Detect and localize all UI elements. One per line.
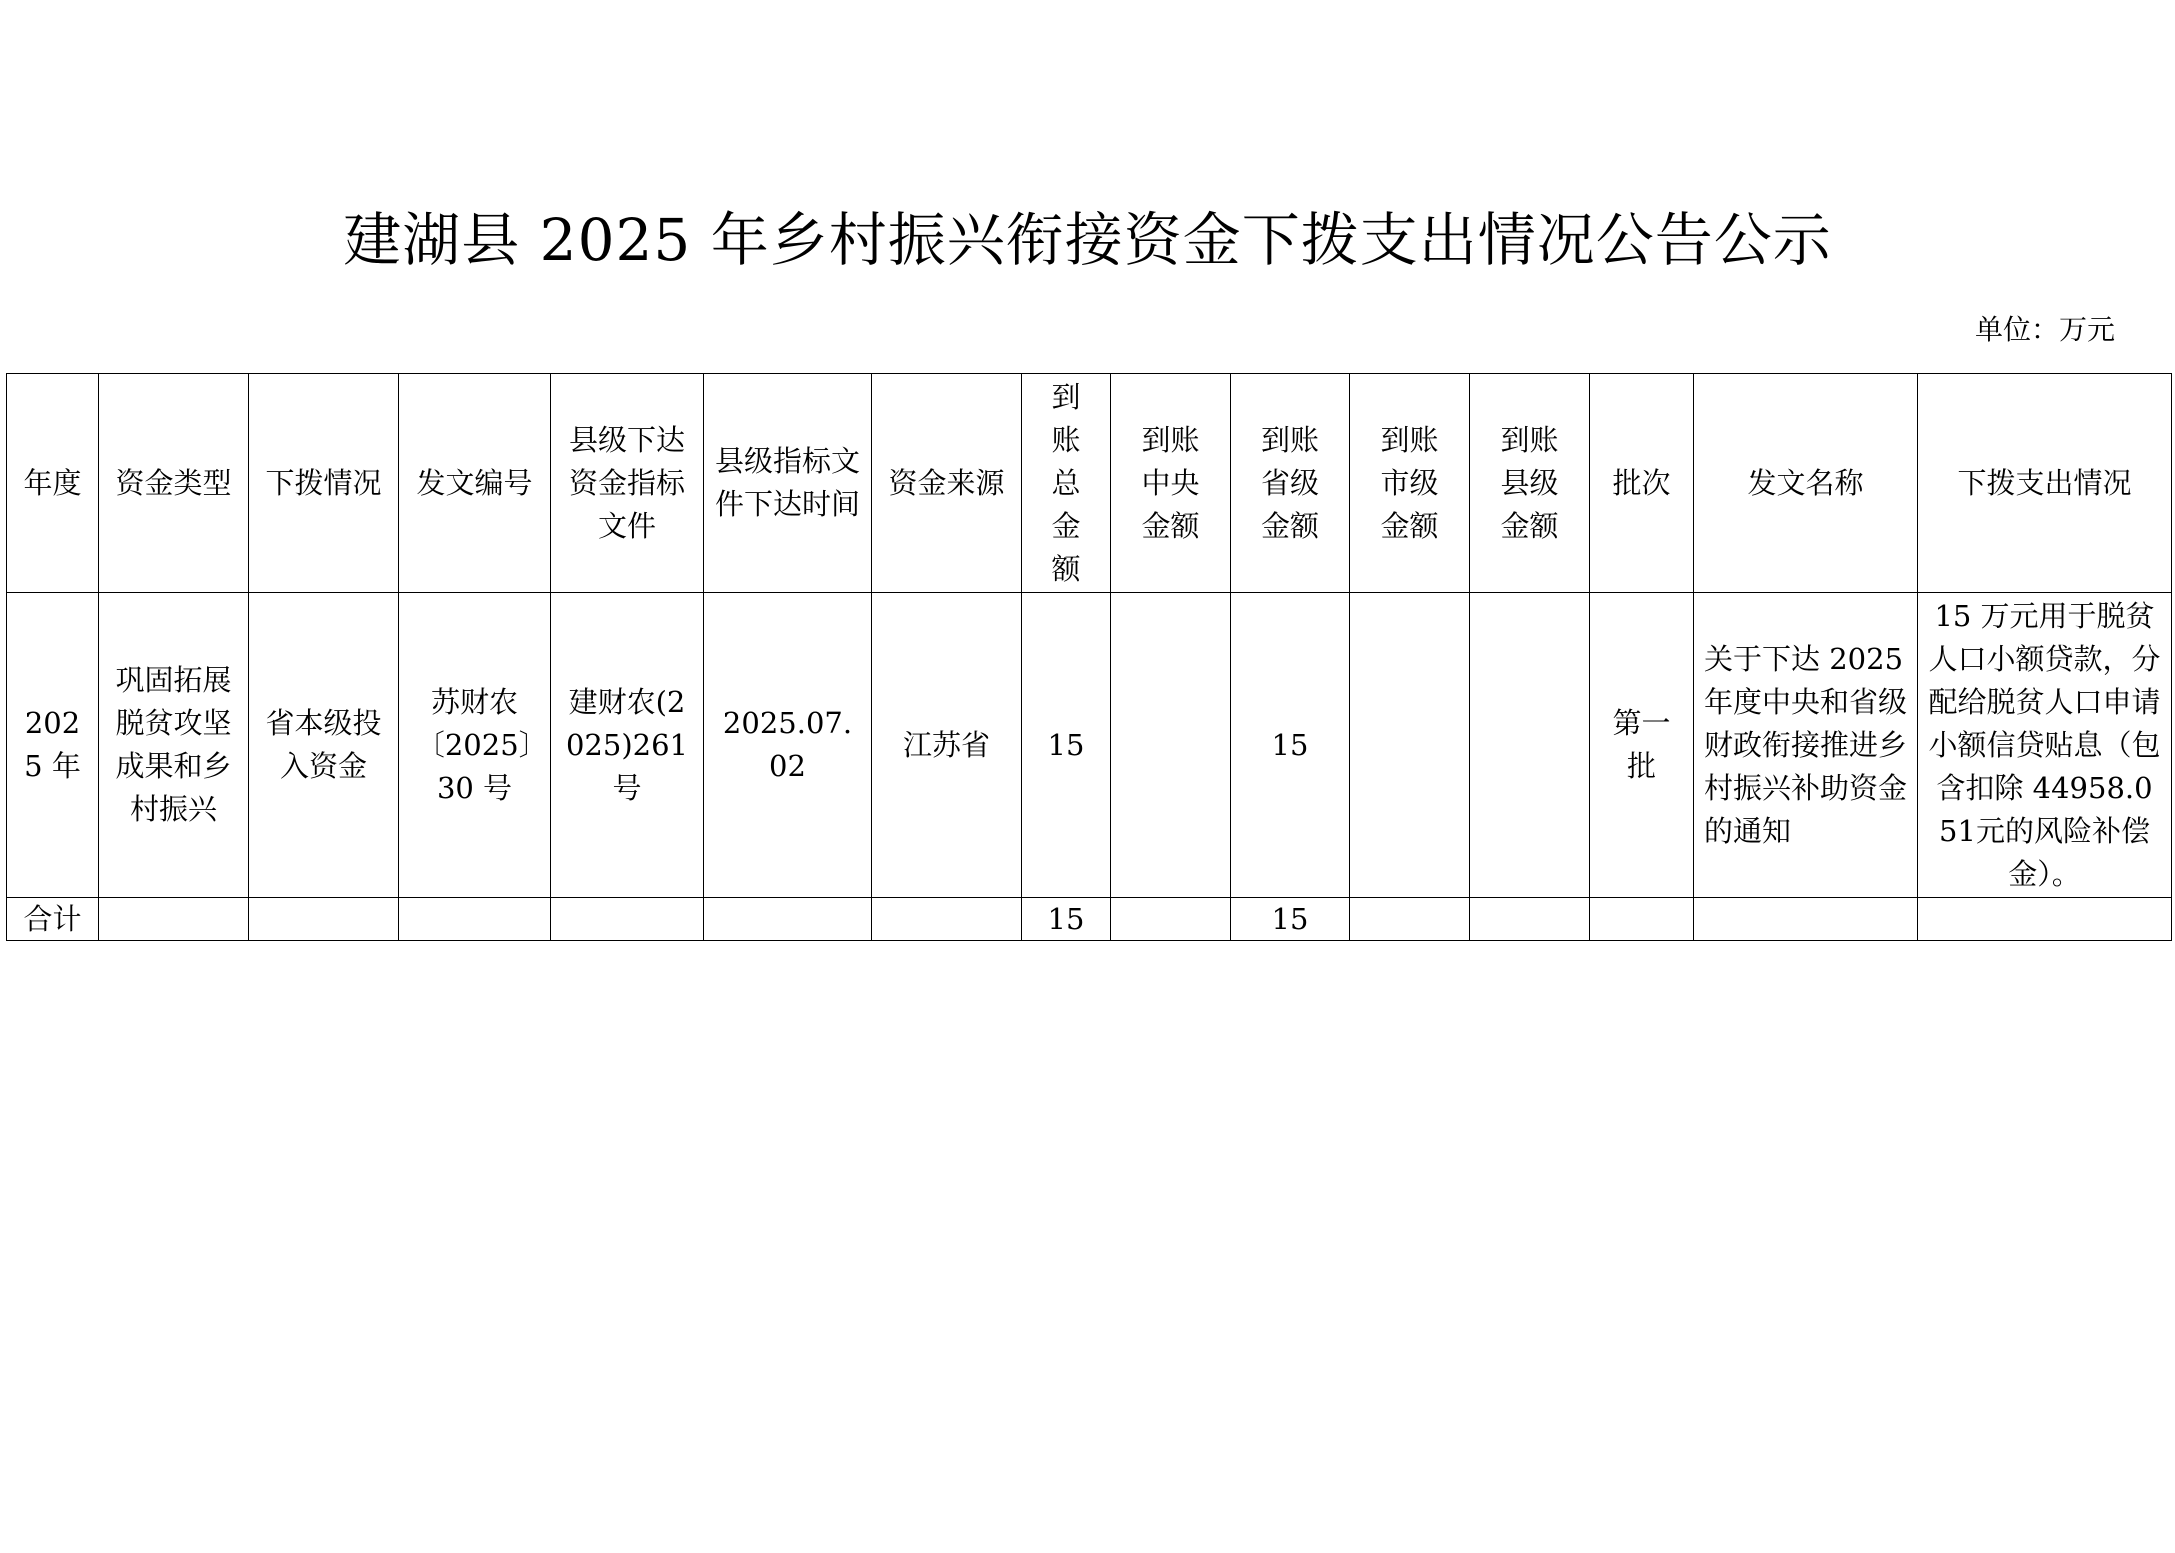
header-central-received: 到账中央金额: [1111, 374, 1231, 593]
total-cell: [1111, 898, 1231, 941]
cell-city-received: [1350, 593, 1470, 898]
table-total-row: [7, 898, 2172, 941]
cell-document-number: 苏财农〔2025〕30 号: [399, 593, 551, 898]
total-received-sum: 15: [1022, 898, 1111, 941]
header-document-name: 发文名称: [1694, 374, 1918, 593]
header-provincial-received: 到账省级金额: [1231, 374, 1350, 593]
total-cell: [1470, 898, 1590, 941]
header-batch: 批次: [1590, 374, 1694, 593]
provincial-received-sum: 15: [1231, 898, 1350, 941]
cell-fund-source: 江苏省: [872, 593, 1022, 898]
table-row: [7, 593, 2172, 898]
total-cell: [1350, 898, 1470, 941]
cell-allocation: 省本级投入资金: [249, 593, 399, 898]
total-cell: [704, 898, 872, 941]
total-cell: [99, 898, 249, 941]
total-cell: [399, 898, 551, 941]
cell-county-received: [1470, 593, 1590, 898]
cell-year: 2025 年: [7, 593, 99, 898]
cell-expenditure: 15 万元用于脱贫人口小额贷款，分配给脱贫人口申请小额信贷贴息（包含扣除 44958.051元的风险补偿金）。: [1918, 593, 2172, 898]
cell-provincial-received: 15: [1231, 593, 1350, 898]
header-expenditure: 下拨支出情况: [1918, 374, 2172, 593]
header-county-document: 县级下达资金指标文件: [551, 374, 704, 593]
total-cell: [249, 898, 399, 941]
total-cell: [551, 898, 704, 941]
header-allocation: 下拨情况: [249, 374, 399, 593]
cell-total-received: 15: [1022, 593, 1111, 898]
table-header-row: [7, 374, 2172, 593]
unit-label: 单位：万元: [1974, 313, 2115, 346]
header-city-received: 到账市级金额: [1350, 374, 1470, 593]
header-document-number: 发文编号: [399, 374, 551, 593]
header-total-received: 到账总金额: [1022, 374, 1111, 593]
document-title: 建湖县 2025 年乡村振兴衔接资金下拨支出情况公告公示: [343, 206, 1832, 274]
total-cell: [1694, 898, 1918, 941]
header-year: 年度: [7, 374, 99, 593]
cell-county-document: 建财农(2025)261 号: [551, 593, 704, 898]
header-fund-type: 资金类型: [99, 374, 249, 593]
cell-county-document-date: 2025.07.02: [704, 593, 872, 898]
total-label: 合计: [7, 898, 99, 941]
header-county-document-date: 县级指标文件下达时间: [704, 374, 872, 593]
header-fund-source: 资金来源: [872, 374, 1022, 593]
cell-document-name: 关于下达 2025 年度中央和省级财政衔接推进乡村振兴补助资金的通知: [1694, 593, 1918, 898]
cell-batch: 第一批: [1590, 593, 1694, 898]
total-cell: [1590, 898, 1694, 941]
cell-fund-type: 巩固拓展脱贫攻坚成果和乡村振兴: [99, 593, 249, 898]
fund-allocation-table: [6, 373, 2172, 941]
total-cell: [872, 898, 1022, 941]
total-cell: [1918, 898, 2172, 941]
header-county-received: 到账县级金额: [1470, 374, 1590, 593]
cell-central-received: [1111, 593, 1231, 898]
